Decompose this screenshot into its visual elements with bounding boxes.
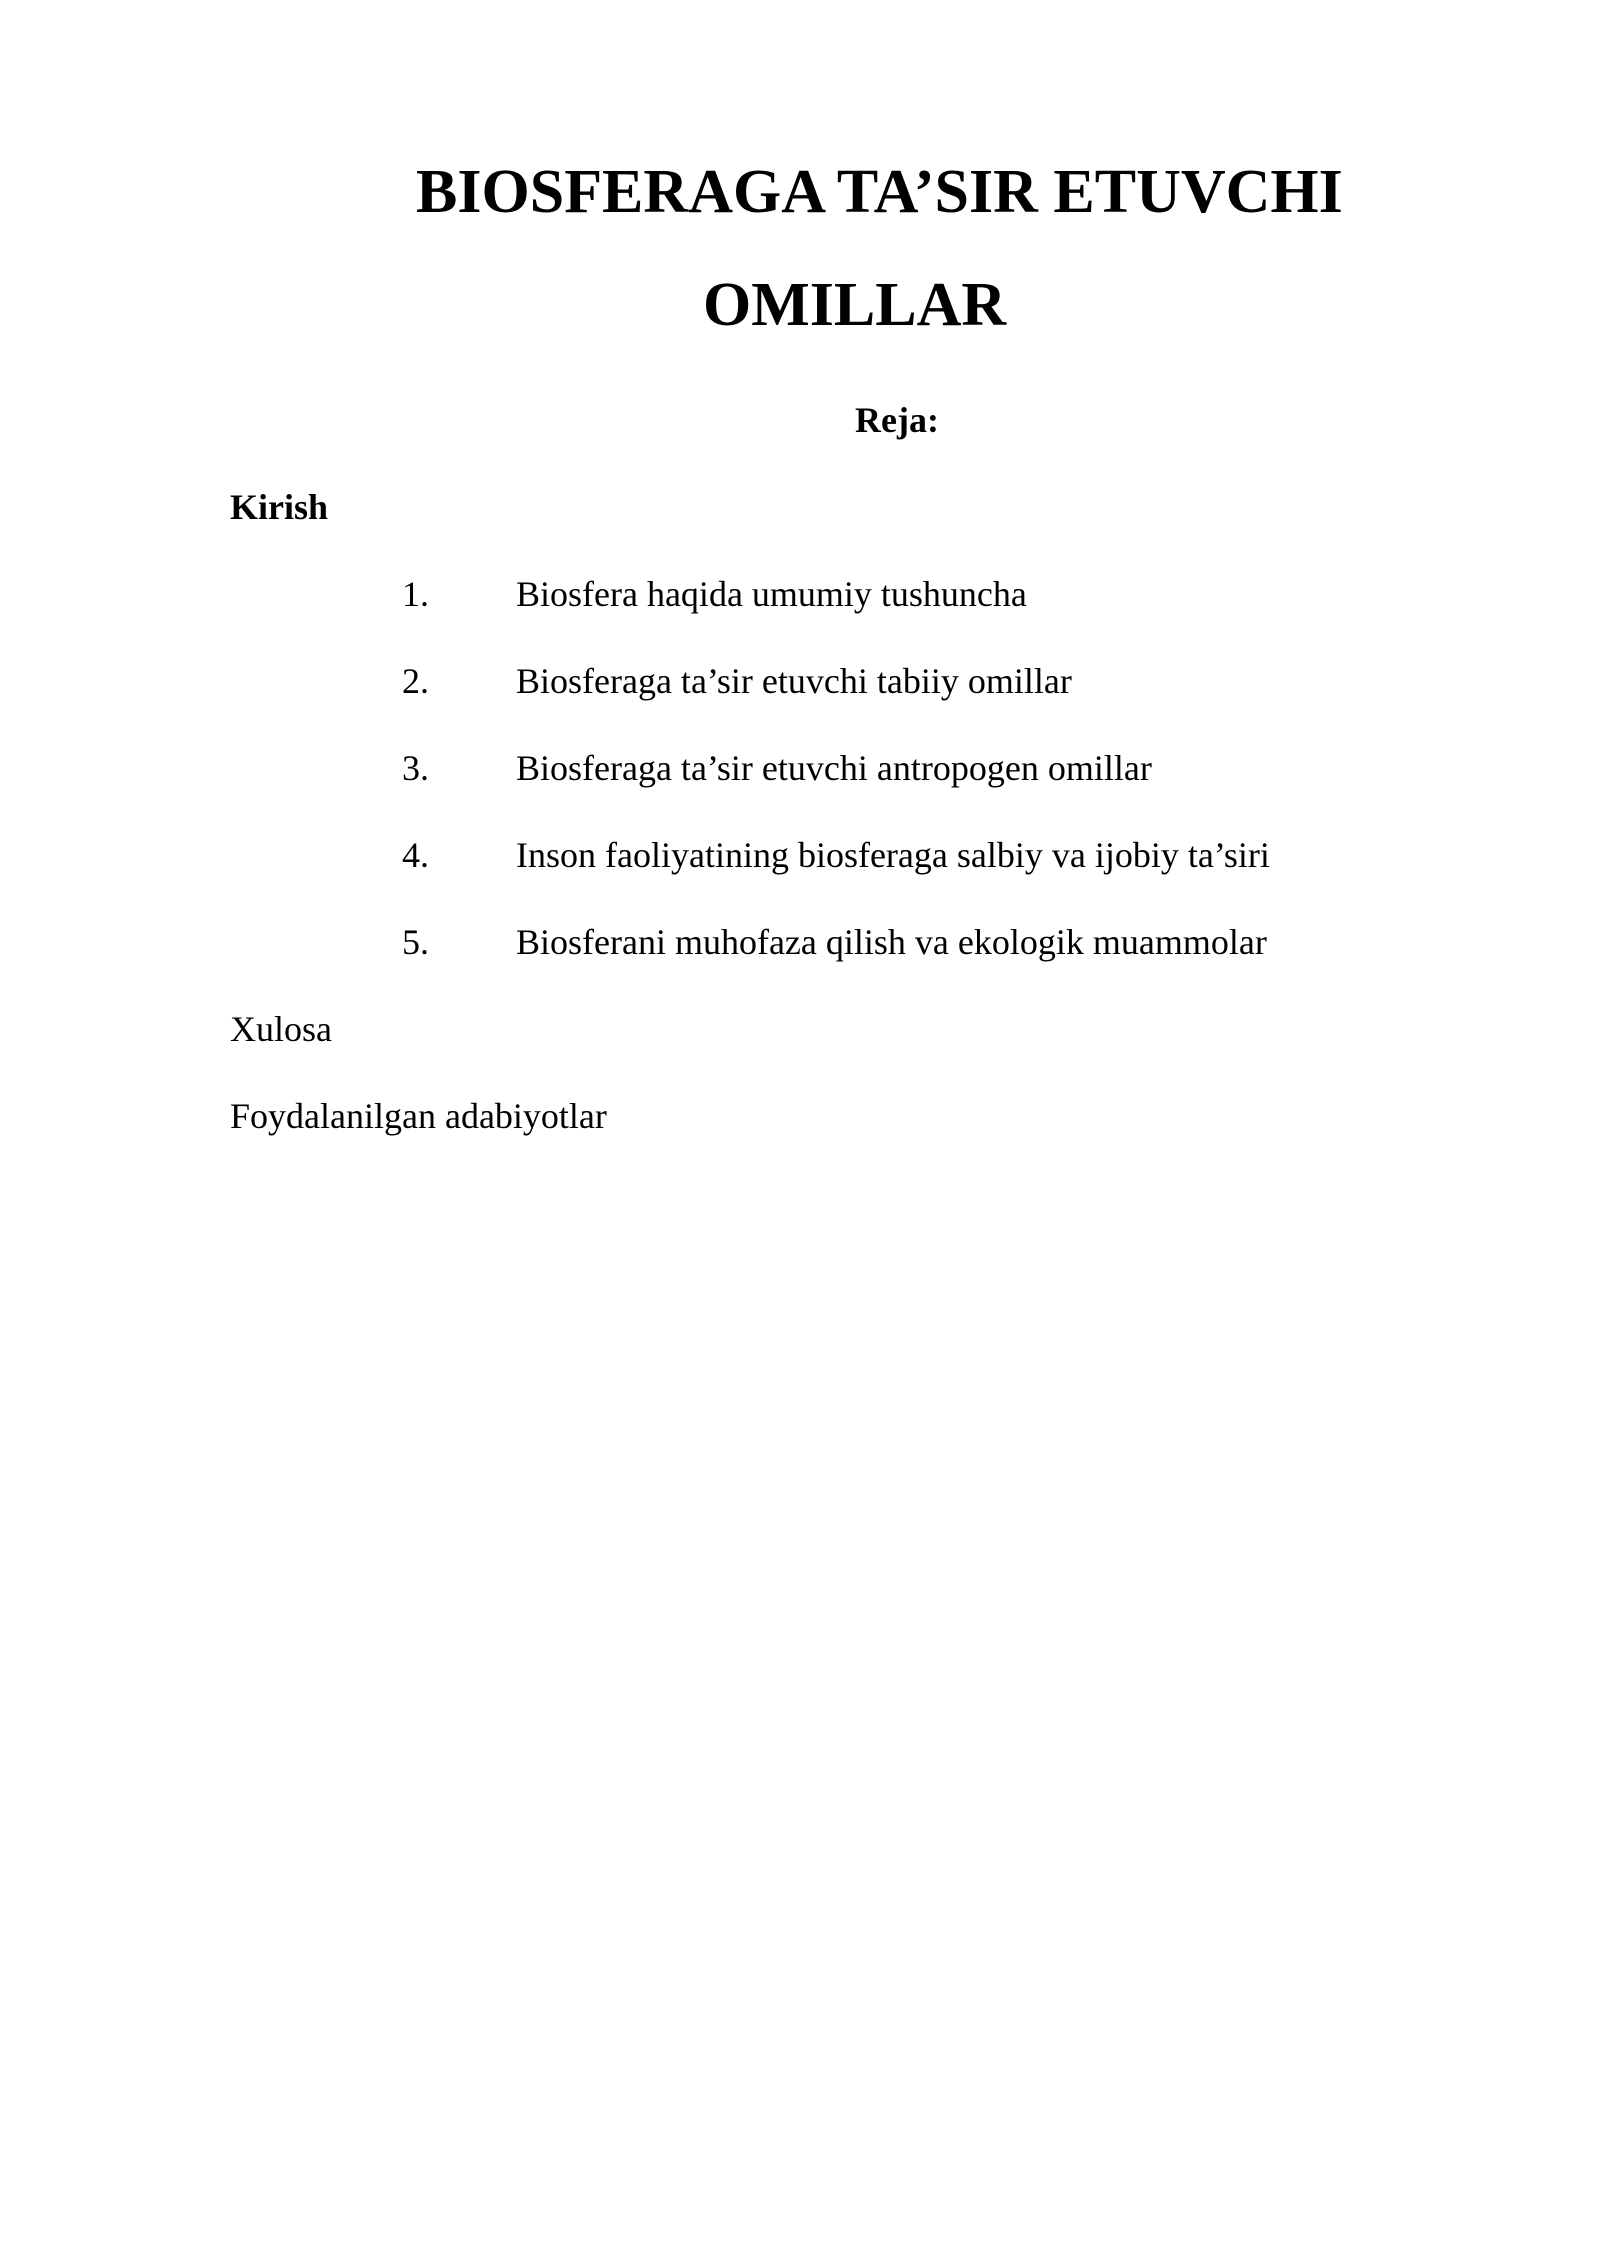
document-title-line-2: OMILLAR — [703, 271, 1007, 339]
plan-item-number: 1. — [402, 574, 429, 614]
plan-item-text: Biosferaga ta’sir etuvchi antropogen omillar — [516, 748, 1152, 788]
plan-heading: Reja: — [855, 400, 939, 440]
plan-item-text: Biosferani muhofaza qilish va ekologik muammolar — [516, 922, 1267, 962]
plan-item-number: 5. — [402, 922, 429, 962]
references-heading: Foydalanilgan adabiyotlar — [230, 1096, 607, 1136]
plan-item-text: Biosfera haqida umumiy tushuncha — [516, 574, 1027, 614]
plan-item-number: 2. — [402, 661, 429, 701]
plan-item-number: 4. — [402, 835, 429, 875]
plan-item-number: 3. — [402, 748, 429, 788]
plan-item-text: Biosferaga ta’sir etuvchi tabiiy omillar — [516, 661, 1072, 701]
conclusion-heading: Xulosa — [230, 1009, 332, 1049]
intro-heading: Kirish — [230, 487, 329, 527]
document-title-line-1: BIOSFERAGA TA’SIR ETUVCHI — [416, 158, 1343, 226]
plan-item-text: Inson faoliyatining biosferaga salbiy va ijobiy ta’siri — [516, 835, 1270, 875]
